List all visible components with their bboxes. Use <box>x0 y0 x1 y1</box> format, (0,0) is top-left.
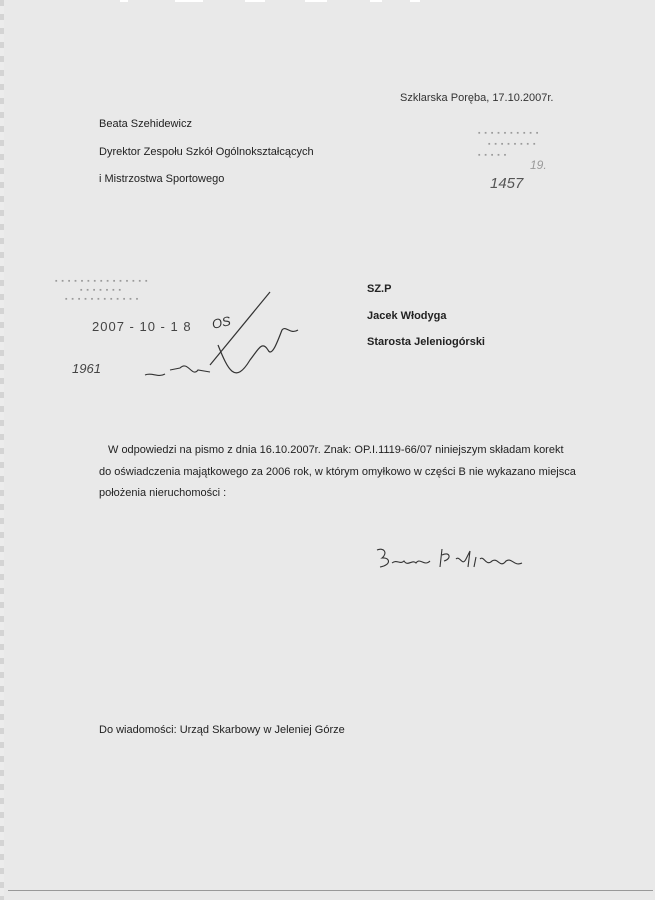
sender-title-line1: Dyrektor Zespołu Szkół Ogólnokształcących <box>99 146 314 158</box>
sender-name: Beata Szehidewicz <box>99 118 192 130</box>
scanned-letter: Szklarska Poręba, 17.10.2007r. Beata Szehidewicz Dyrektor Zespołu Szkół Ogólnokształcących i Mistrzostwa Sportowego ▪ ▪ ▪ ▪ ▪ ▪ ▪ ▪ ▪ ▪ ▪ ▪ ▪ ▪ ▪ ▪ ▪ ▪ ▪ ▪ ▪ ▪ ▪ 19. 1457 ▪ ▪ ▪ ▪ ▪ ▪ ▪ ▪ ▪ ▪ ▪ ▪ ▪ ▪ ▪ ▪ ▪ ▪ ▪ ▪ ▪ ▪ ▪ ▪ ▪ ▪ ▪ ▪ ▪ ▪ ▪ ▪ ▪ ▪ 2007 - 10 - 1 8 1961 OS SZ.P Jacek Włodyga Starosta Jeleniogórski W odpowiedzi na pismo z dnia 16.10.2007r. Znak: OP.I.1119-66/07 niniejszym składam korekt do oświadczenia majątkowego za 2006 rok, w którym omyłkowo w części B nie wykazano miejsca położenia nieruchomości : Do wiadomości: Urząd Skarbowy w Jeleniej Górze <box>0 0 655 900</box>
scan-top-mark <box>175 0 203 2</box>
body-line3: położenia nieruchomości : <box>99 487 227 499</box>
body-line2: do oświadczenia majątkowego za 2006 rok, w którym omyłkowo w części B nie wykazano miejsca <box>99 466 576 478</box>
scan-top-mark <box>370 0 382 2</box>
recipient-line1: SZ.P <box>367 283 392 295</box>
handwritten-annotation <box>140 290 310 390</box>
bottom-rule <box>8 890 653 891</box>
stamp-left-number: 1961 <box>72 361 101 376</box>
place-date: Szklarska Poręba, 17.10.2007r. <box>400 92 554 104</box>
recipient-line3: Starosta Jeleniogórski <box>367 336 485 348</box>
stamp-right-number: 1457 <box>490 175 524 192</box>
stamp-left-initials: OS <box>210 313 233 332</box>
stamp-right-date: 19. <box>530 158 547 172</box>
scan-top-mark <box>305 0 327 2</box>
scan-top-mark <box>410 0 420 2</box>
stamp-left-date: 2007 - 10 - 1 8 <box>92 319 192 334</box>
scan-edge-artifact <box>0 0 4 900</box>
signature <box>372 545 532 581</box>
cc-line: Do wiadomości: Urząd Skarbowy w Jeleniej Górze <box>99 724 345 736</box>
sender-title-line2: i Mistrzostwa Sportowego <box>99 173 225 185</box>
body-line1: W odpowiedzi na pismo z dnia 16.10.2007r. Znak: OP.I.1119-66/07 niniejszym składam korekt <box>108 444 564 456</box>
recipient-line2: Jacek Włodyga <box>367 310 447 322</box>
scan-top-mark <box>245 0 265 2</box>
scan-top-mark <box>120 0 128 2</box>
